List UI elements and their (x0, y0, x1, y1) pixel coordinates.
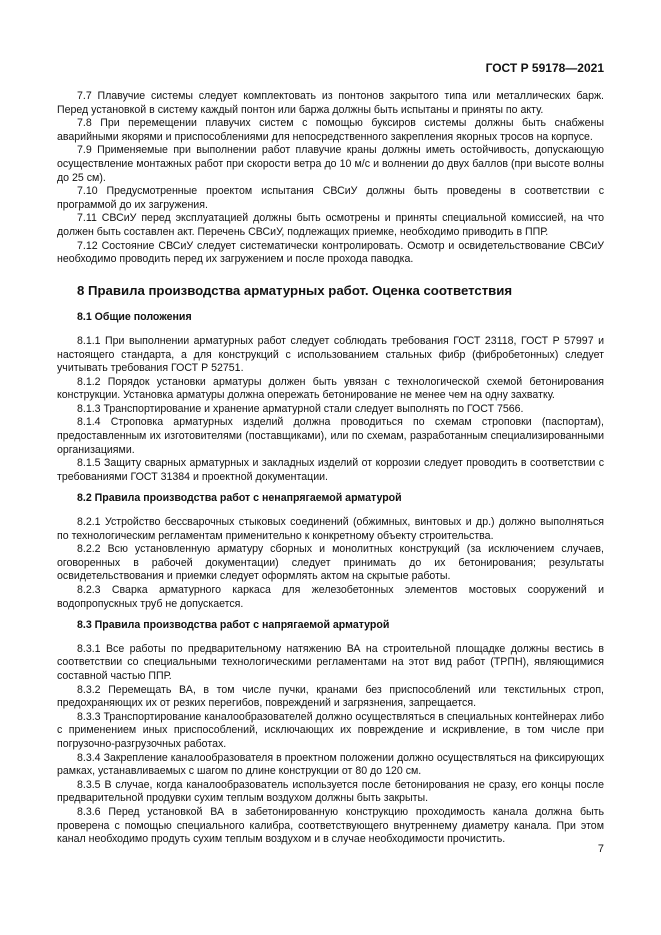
document-body (57, 90, 604, 847)
paragraph-7-8: 7.8 При перемещении плавучих систем с помощью буксиров системы должны быть снабжены аварийными якорями и приспособлениями для непосредственного закрепления якорных тросов на корпусе. (57, 117, 604, 143)
paragraph-8-2-3: 8.2.3 Сварка арматурного каркаса для железобетонных элементов мостовых сооружений и водопропускных труб не допускается. (57, 584, 604, 610)
paragraph-8-1-4: 8.1.4 Строповка арматурных изделий должна проводиться по схемам строповки (паспортам), предоставленным их изготовителями (поставщиками), или по схемам, разработанным специализированными организациями. (57, 416, 604, 456)
paragraph-8-2-2: 8.2.2 Всю установленную арматуру сборных и монолитных конструкций (за исключением случаев, оговоренных в рабочей документации) следует принимать до их бетонирования; результаты освидетельствования и приемки следует оформлять актом на скрытые работы. (57, 543, 604, 583)
paragraph-8-2-1: 8.2.1 Устройство бессварочных стыковых соединений (обжимных, винтовых и др.) должно выполняться по технологическим регламентам применительно к конкретному объекту строительства. (57, 516, 604, 542)
paragraph-8-1-3: 8.1.3 Транспортирование и хранение арматурной стали следует выполнять по ГОСТ 7566. (77, 402, 524, 415)
paragraph-7-12: 7.12 Состояние СВСиУ следует систематически контролировать. Осмотр и освидетельствование СВСиУ необходимо проводить перед их загружением и после прохода паводка. (57, 239, 604, 266)
paragraph-8-3-2: 8.3.2 Перемещать ВА, в том числе пучки, кранами без приспособлений или текстильных строп, предохраняющих их от резких перегибов, повреждений и загрязнения, запрещается. (57, 683, 604, 710)
paragraph-7-11: 7.11 СВСиУ перед эксплуатацией должны быть осмотрены и приняты специальной комиссией, на что должен быть составлен акт. Перечень СВСиУ, подлежащих приемке, необходимо приводить в ППР. (57, 212, 604, 238)
paragraph-8-1-1: 8.1.1 При выполнении арматурных работ следует соблюдать требования ГОСТ 23118, ГОСТ Р 57997 и настоящего стандарта, а для конструкций с использованием стальных фибр (фибробетонных) следует учитывать требования ГОСТ Р 52751. (57, 334, 604, 375)
paragraph-8-3-6: 8.3.6 Перед установкой ВА в забетонированную конструкцию проходимость канала должна быть проверена с помощью специального калибра, соответствующего внутреннему диаметру канала. При этом канал необходимо продуть сухим теплым воздухом и в случае необходимости прочистить. (57, 805, 604, 846)
paragraph-8-1-2: 8.1.2 Порядок установки арматуры должен быть увязан с технологической схемой бетонирования конструкции. Установка арматуры должна опережать бетонирование не менее чем на одну захватку. (57, 375, 604, 402)
paragraph-8-3-3: 8.3.3 Транспортирование каналообразователей должно осуществляться в специальных контейнерах либо с применением иных приспособлений, исключающих их повреждение и искривление, в том числе при погрузочно-разгрузочных работах. (57, 710, 604, 750)
paragraph-8-3-5: 8.3.5 В случае, когда каналообразователь используется после бетонирования не сразу, его концы после предварительной продувки сухим теплым воздухом должны быть закрыты. (57, 778, 604, 805)
paragraph-8-3-1: 8.3.1 Все работы по предварительному натяжению ВА на строительной площадке должны вестись в соответствии со специальными технологическими регламентами на этот вид работ (ТРПН), являющимися составной частью ППР. (57, 642, 604, 682)
paragraph-7-10: 7.10 Предусмотренные проектом испытания СВСиУ должны быть проведены в соответствии с программой до их загружения. (57, 185, 604, 211)
standard-designation: ГОСТ Р 59178—2021 (485, 61, 604, 75)
subsection-8-2-heading: 8.2 Правила производства работ с ненапрягаемой арматурой (77, 492, 402, 505)
paragraph-8-3-4: 8.3.4 Закрепление каналообразователя в проектном положении должно осуществляться на фиксирующих рамках, устанавливаемых с шагом по длине конструкции от 80 до 120 см. (57, 751, 604, 778)
paragraph-8-1-5: 8.1.5 Защиту сварных арматурных и закладных изделий от коррозии следует проводить в соответствии с требованиями ГОСТ 31384 и проектной документации. (57, 457, 604, 483)
subsection-8-1-heading: 8.1 Общие положения (77, 311, 192, 324)
subsection-8-3-heading: 8.3 Правила производства работ с напрягаемой арматурой (77, 619, 390, 632)
page-number: 7 (597, 843, 604, 855)
paragraph-7-7: 7.7 Плавучие системы следует комплектовать из понтонов закрытого типа или металлических барж. Перед установкой в систему каждый понтон или баржа должны быть испытаны и приняты по акту. (57, 90, 604, 116)
section-8-heading: 8 Правила производства арматурных работ. Оценка соответствия (77, 282, 513, 298)
paragraph-7-9: 7.9 Применяемые при выполнении работ плавучие краны должны иметь остойчивость, допускающую осуществление монтажных работ при скорости ветра до 10 м/с и волнении до двух баллов (при высоте волны до 25 см). (57, 144, 604, 184)
